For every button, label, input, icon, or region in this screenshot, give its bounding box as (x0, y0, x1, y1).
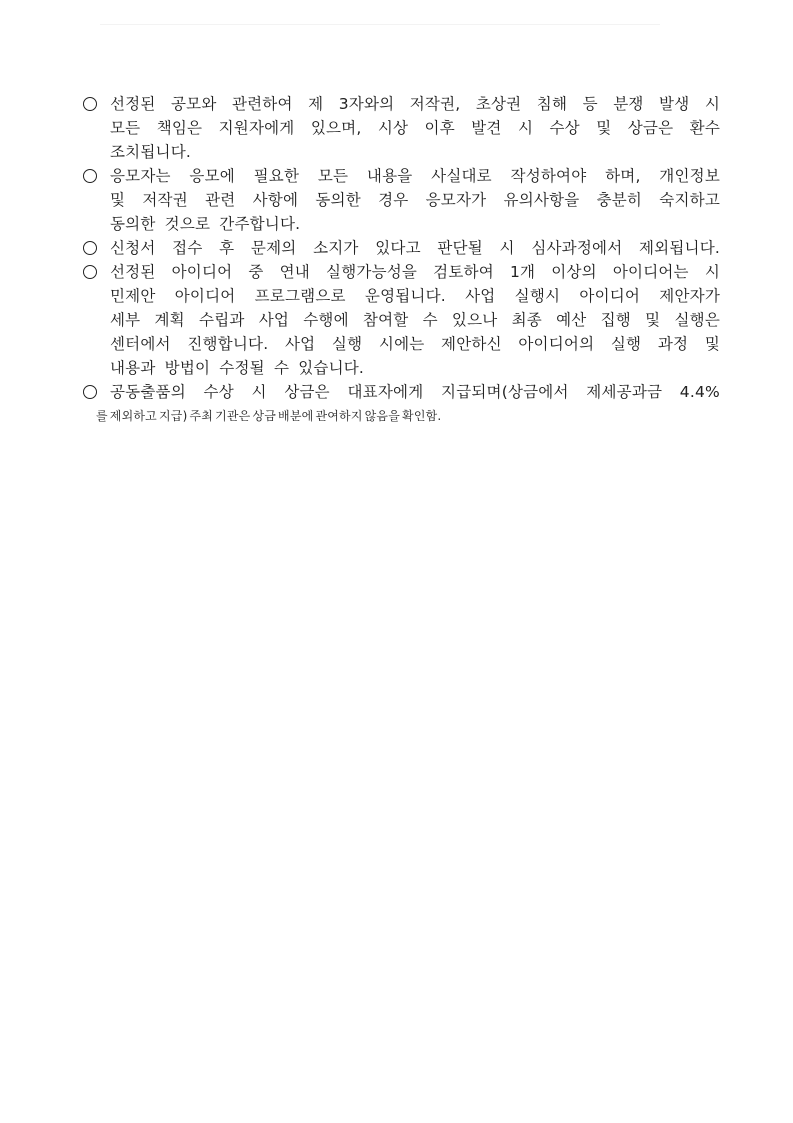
notice-text-line: 내용과 방법이 수정될 수 있습니다. (110, 359, 365, 377)
circle-bullet-icon (83, 265, 97, 279)
notice-text-line: 세부 계획 수립과 사업 수행에 참여할 수 있으나 최종 예산 집행 및 실행은 (110, 311, 720, 329)
notice-list (80, 92, 720, 428)
circle-bullet-icon (83, 97, 97, 111)
notice-item (80, 164, 720, 236)
circle-bullet-icon (83, 385, 97, 399)
notice-item (80, 236, 720, 260)
circle-bullet-icon (83, 241, 97, 255)
notice-item (80, 92, 720, 164)
notice-text-line: 민제안 아이디어 프로그램으로 운영됩니다. 사업 실행시 아이디어 제안자가 (110, 287, 720, 305)
circle-bullet-icon (83, 169, 97, 183)
notice-text-line: 신청서 접수 후 문제의 소지가 있다고 판단될 시 심사과정에서 제외됩니다. (110, 239, 720, 257)
notice-text-line: 모든 책임은 지원자에게 있으며, 시상 이후 발견 시 수상 및 상금은 환수 (110, 119, 720, 137)
notice-text-line: 선정된 공모와 관련하여 제 3자와의 저작권, 초상권 침해 등 분쟁 발생 시 (110, 95, 720, 113)
notice-text-line: 를 제외하고 지급) 주최 기관은 상금 배분에 관여하지 않음을 확인함. (96, 409, 442, 423)
notice-text-line: 및 저작권 관련 사항에 동의한 경우 응모자가 유의사항을 충분히 숙지하고 (110, 191, 720, 209)
notice-text-line: 공동출품의 수상 시 상금은 대표자에게 지급되며(상금에서 제세공과금 4.4% (110, 383, 720, 401)
notice-text-line: 응모자는 응모에 필요한 모든 내용을 사실대로 작성하여야 하며, 개인정보 (110, 167, 720, 185)
top-divider (100, 24, 660, 25)
notice-item (80, 260, 720, 380)
notice-text-line: 센터에서 진행합니다. 사업 실행 시에는 제안하신 아이디어의 실행 과정 및 (110, 335, 720, 353)
notice-text-line: 동의한 것으로 간주합니다. (110, 215, 301, 233)
notice-text-line: 선정된 아이디어 중 연내 실행가능성을 검토하여 1개 이상의 아이디어는 시 (110, 263, 720, 281)
notice-item (80, 380, 720, 428)
notice-text-line: 조치됩니다. (110, 143, 191, 161)
